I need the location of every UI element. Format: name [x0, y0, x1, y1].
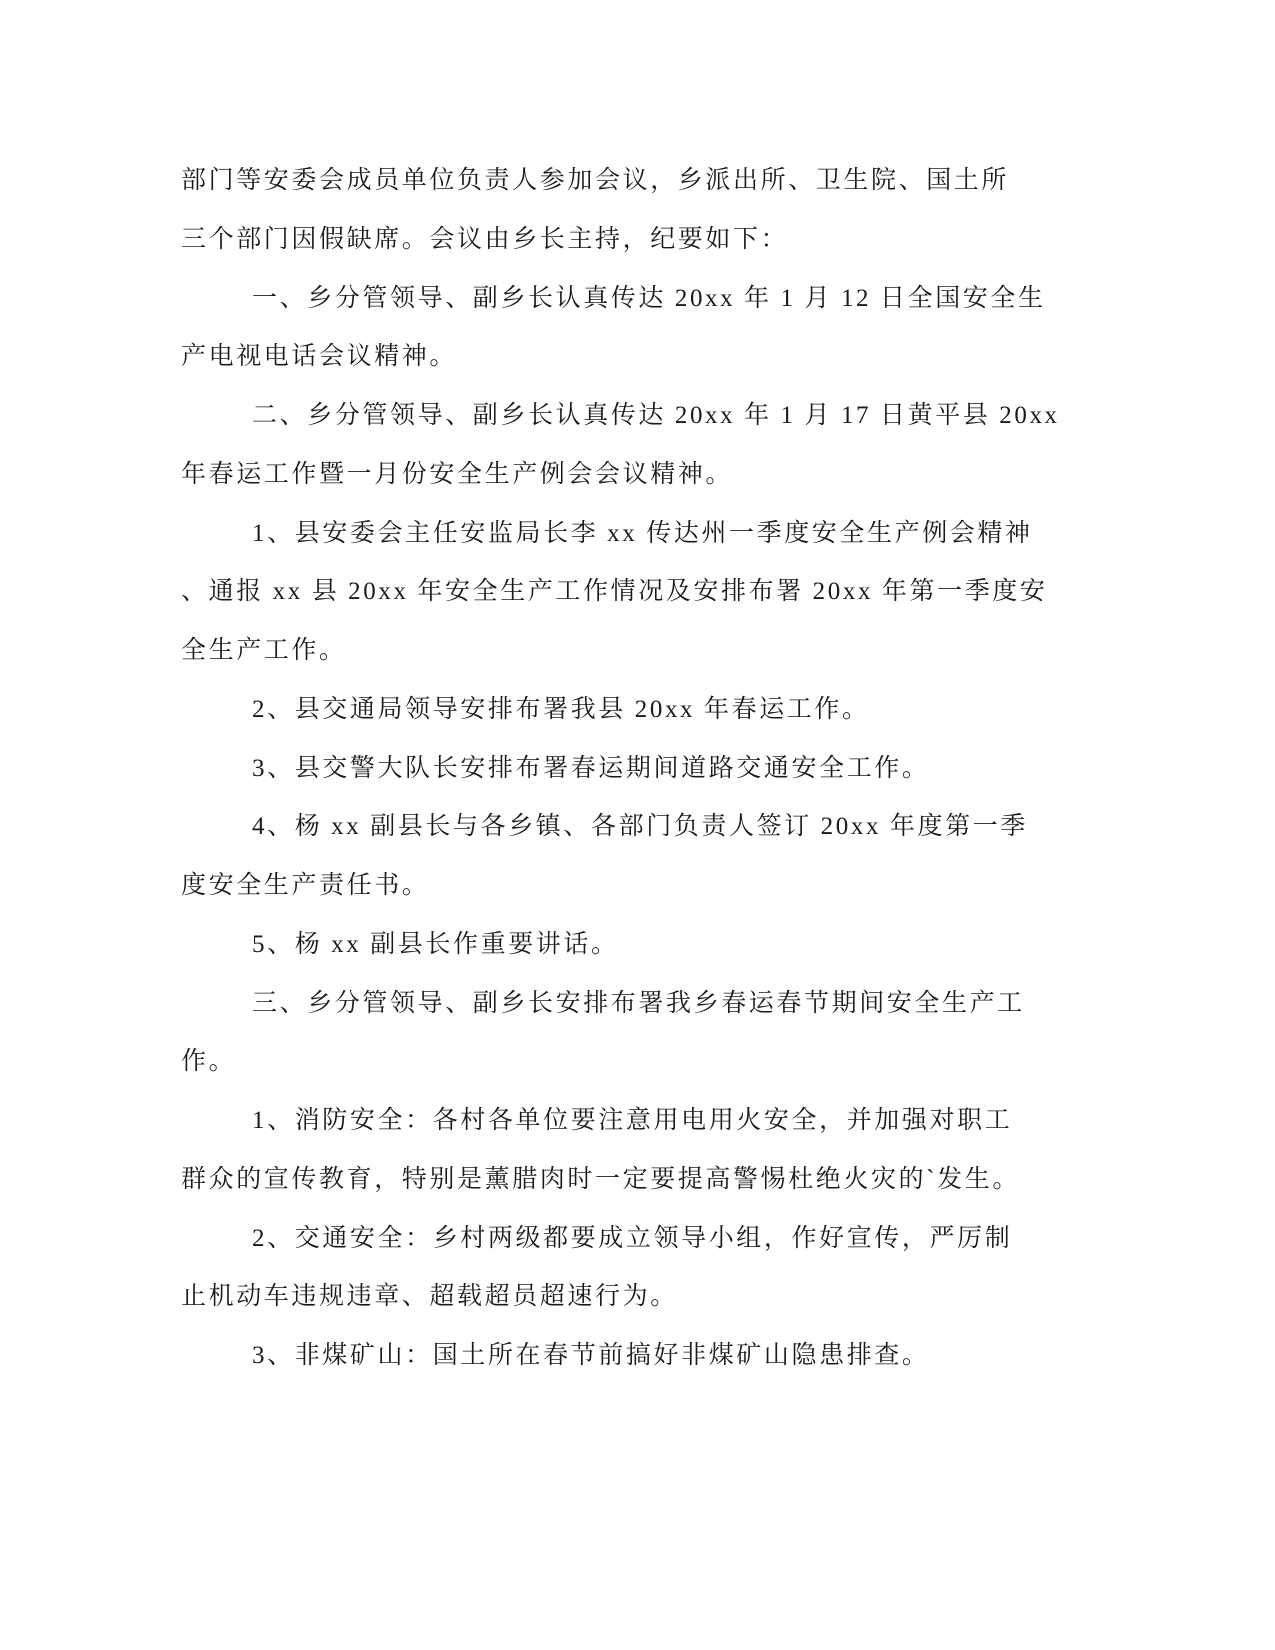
paragraph-subitem-2 — [181, 681, 1061, 740]
paragraph-fire-safety — [181, 1092, 1061, 1210]
text-line: 1、消防安全：各村各单位要注意用电用火安全，并加强对职工 — [252, 1107, 1013, 1134]
paragraph-subitem-3 — [181, 740, 1061, 799]
paragraph-meeting-attendance — [181, 152, 1061, 270]
text-line: 二、乡分管领导、副乡长认真传达 20xx 年 1 月 17 日黄平县 20xx — [252, 402, 1060, 429]
paragraph-item-two — [181, 387, 1061, 505]
text-line: 三、乡分管领导、副乡长安排布署我乡春运春节期间安全生产工 — [252, 989, 1025, 1017]
text-line: 1、县安委会主任安监局长李 xx 传达州一季度安全生产例会精神 — [252, 519, 1033, 547]
text-line: 5、杨 xx 副县长作重要讲话。 — [252, 930, 619, 958]
text-line: 3、县交警大队长安排布署春运期间道路交通安全工作。 — [252, 754, 930, 782]
text-line: 作。 — [181, 1048, 237, 1076]
text-line: 一、乡分管领导、副乡长认真传达 20xx 年 1 月 12 日全国安全生 — [252, 284, 1046, 312]
paragraph-item-one — [181, 270, 1061, 388]
text-line: 度安全生产责任书。 — [181, 872, 430, 899]
paragraph-subitem-5 — [181, 916, 1061, 975]
text-line: 三个部门因假缺席。会议由乡长主持，纪要如下： — [181, 225, 789, 253]
text-line: 2、县交通局领导安排布署我县 20xx 年春运工作。 — [252, 695, 870, 723]
paragraph-traffic-safety — [181, 1210, 1061, 1328]
paragraph-subitem-4 — [181, 798, 1061, 916]
paragraph-subitem-1 — [181, 505, 1061, 681]
paragraph-non-coal-mines — [181, 1327, 1061, 1386]
text-line: 全生产工作。 — [181, 637, 347, 664]
text-line: 产电视电话会议精神。 — [181, 343, 458, 371]
text-line: 、通报 xx 县 20xx 年安全生产工作情况及安排布署 20xx 年第一季度安 — [181, 578, 1048, 606]
text-line: 止机动车违规违章、超载超员超速行为。 — [181, 1283, 678, 1311]
text-line: 4、杨 xx 副县长与各乡镇、各部门负责人签订 20xx 年度第一季 — [252, 813, 1028, 841]
text-line: 年春运工作暨一月份安全生产例会会议精神。 — [181, 460, 734, 488]
text-line: 群众的宣传教育，特别是薰腊肉时一定要提高警惕杜绝火灾的`发生。 — [181, 1165, 1020, 1193]
document-body — [181, 152, 1061, 1386]
text-line: 3、非煤矿山：国土所在春节前搞好非煤矿山隐患排查。 — [252, 1342, 930, 1369]
text-line: 部门等安委会成员单位负责人参加会议，乡派出所、卫生院、国土所 — [181, 167, 1010, 194]
paragraph-item-three — [181, 975, 1061, 1093]
text-line: 2、交通安全：乡村两级都要成立领导小组，作好宣传，严厉制 — [252, 1224, 1013, 1252]
